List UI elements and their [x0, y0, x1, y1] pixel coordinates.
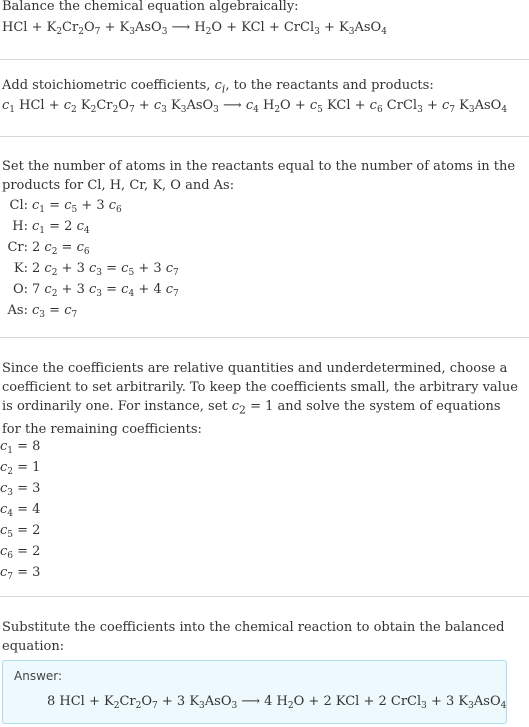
- solution-row: $c_6 = 2$: [0, 544, 41, 561]
- step2-text: Set the number of atoms in the reactants equal to the number of atoms in the products for Cl, H, Cr, K, O and As:: [2, 159, 516, 193]
- element-equation: $c_3 = c_7$: [32, 303, 78, 320]
- solution-row: $c_5 = 2$: [0, 523, 41, 540]
- step4-text: Substitute the coefficients into the chemical reaction to obtain the balanced equation:: [2, 620, 505, 654]
- intro-text: Balance the chemical equation algebraically:: [2, 0, 299, 14]
- atom-equation-row: [2, 259, 179, 278]
- atom-equation-row: [2, 238, 90, 257]
- answer-box: [2, 660, 507, 724]
- solution-row: $c_4 = 4$: [0, 502, 41, 519]
- atom-equation-row: [2, 301, 77, 320]
- balanced-equation: 8 HCl + $K_2Cr_2O_7 + 3$ $K_3AsO_3$ ⟶ 4 $H_2O + 2$ KCl + 2 CrCl$_3$ + 3 $K_3AsO_4$: [47, 694, 507, 711]
- unbalanced-equation: HCl + $K_2Cr_2O_7 + K_3AsO_3$ ⟶ $H_2O$ + KCl + CrCl$_3$ + $K_3AsO_4$: [2, 20, 387, 37]
- element-equation: 2 $c_2 = c_6$: [32, 240, 90, 257]
- step1-line: Add stoichiometric coefficients, $c_i$, to the reactants and products:: [2, 78, 434, 96]
- divider: [0, 136, 529, 137]
- divider: [0, 596, 529, 597]
- coefficient-equation: $c_1$ HCl + $c_2$ $K_2Cr_2O_7 + c_3$ $K_3AsO_3$ ⟶ $c_4$ $H_2O + c_5$ KCl + $c_6$ CrCl$_3$ + $c_7$ $K_3AsO_4$: [2, 98, 508, 115]
- answer-label: Answer:: [14, 669, 63, 683]
- element-equation: 7 $c_2 + 3$ $c_3 = c_4 + 4$ $c_7$: [32, 282, 179, 299]
- atom-equation-row: [2, 217, 90, 236]
- element-equation: 2 $c_2 + 3$ $c_3 = c_5 + 3$ $c_7$: [32, 261, 179, 278]
- divider: [0, 59, 529, 60]
- element-label: As:: [7, 303, 28, 318]
- element-label: Cr:: [7, 240, 28, 255]
- element-label: K:: [13, 261, 28, 276]
- element-label: H:: [12, 219, 28, 234]
- atom-equation-row: [2, 196, 122, 215]
- solution-row: $c_3 = 3$: [0, 481, 41, 498]
- element-label: O:: [12, 282, 28, 297]
- divider: [0, 337, 529, 338]
- atom-equation-row: [2, 280, 179, 299]
- step3-text: [2, 359, 523, 439]
- solution-row: $c_7 = 3$: [0, 565, 41, 582]
- step3-line: Since the coefficients are relative quantities and underdetermined, choose a coefficient to set arbitrarily. To keep the coefficients small, the arbitrary value is ordinarily one. For instance, set $c_2 = 1$ and solve the system of equations for the remaining coefficients:: [2, 361, 518, 437]
- element-equation: $c_1 = c_5 + 3$ $c_6$: [32, 198, 122, 215]
- element-equation: $c_1 = 2$ $c_4$: [32, 219, 90, 236]
- solution-row: $c_2 = 1$: [0, 460, 41, 477]
- element-label: Cl:: [9, 198, 28, 213]
- solution-row: $c_1 = 8$: [0, 439, 41, 456]
